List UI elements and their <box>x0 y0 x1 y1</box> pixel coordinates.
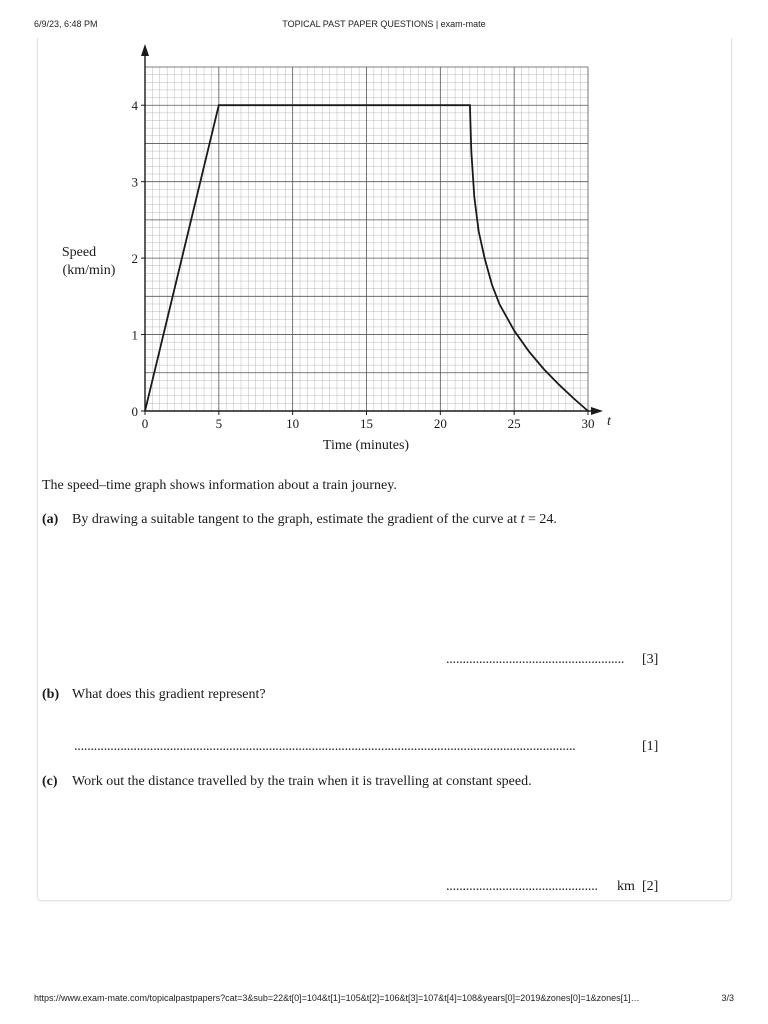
y-tick-label: 2 <box>131 251 138 267</box>
part-b-label: (b) <box>42 687 60 702</box>
x-tick-label: 15 <box>360 416 373 431</box>
x-tick-label: 30 <box>581 416 595 431</box>
page-title: TOPICAL PAST PAPER QUESTIONS | exam-mate <box>282 19 486 29</box>
x-tick-label: 0 <box>141 416 149 431</box>
part-a-text <box>72 512 557 528</box>
speed-time-chart <box>37 38 730 458</box>
x-tick-label: 25 <box>507 416 521 431</box>
part-c-text: Work out the distance travelled by the train when it is travelling at constant speed. <box>72 774 532 789</box>
chart-axes <box>141 44 603 415</box>
part-a-text-before: By drawing a suitable tangent to the graph, estimate the gradient of the curve at <box>72 512 521 527</box>
part-c-unit: km <box>617 879 635 894</box>
part-a-variable: t <box>520 512 525 527</box>
question-intro: The speed–time graph shows information about a train journey. <box>42 478 397 493</box>
y-axis-arrow <box>141 44 149 56</box>
x-axis-variable: t <box>607 414 611 429</box>
x-axis-label: Time (minutes) <box>322 438 410 453</box>
part-b-marks: [1] <box>642 739 659 754</box>
page-number: 3/3 <box>721 993 734 1003</box>
y-axis-label-line2: (km/min) <box>62 263 116 278</box>
part-c-marks: [2] <box>642 879 659 894</box>
x-tick-label: 10 <box>286 416 300 431</box>
print-datetime: 6/9/23, 6:48 PM <box>34 19 98 29</box>
part-a-label: (a) <box>42 512 59 527</box>
y-tick-label: 4 <box>131 98 138 114</box>
page-url: https://www.exam-mate.com/topicalpastpapers?cat=3&sub=22&t[0]=104&t[1]=105&t[2]=106&t[3]=107&t[4]=108&years[0]=2019&zones[0]=1&zones[1]… <box>34 993 640 1003</box>
y-axis-label-line1: Speed <box>61 245 97 260</box>
y-tick-label: 0 <box>131 404 138 419</box>
part-b-answer-line[interactable]: ........................................................................................................................................................ <box>74 739 576 754</box>
part-a-marks: [3] <box>642 652 659 667</box>
part-a-text-after: = 24. <box>524 512 557 527</box>
part-c-answer-line[interactable]: .............................................. <box>446 879 598 894</box>
part-c-label: (c) <box>42 774 58 789</box>
x-tick-label: 20 <box>433 416 447 431</box>
part-b-text: What does this gradient represent? <box>72 687 266 702</box>
part-a-answer-line[interactable]: ...................................................... <box>446 652 625 667</box>
chart-ticks <box>132 98 595 431</box>
y-tick-label: 1 <box>131 327 138 343</box>
x-tick-label: 5 <box>215 416 223 431</box>
y-tick-label: 3 <box>131 174 138 190</box>
x-axis-arrow <box>591 407 603 415</box>
